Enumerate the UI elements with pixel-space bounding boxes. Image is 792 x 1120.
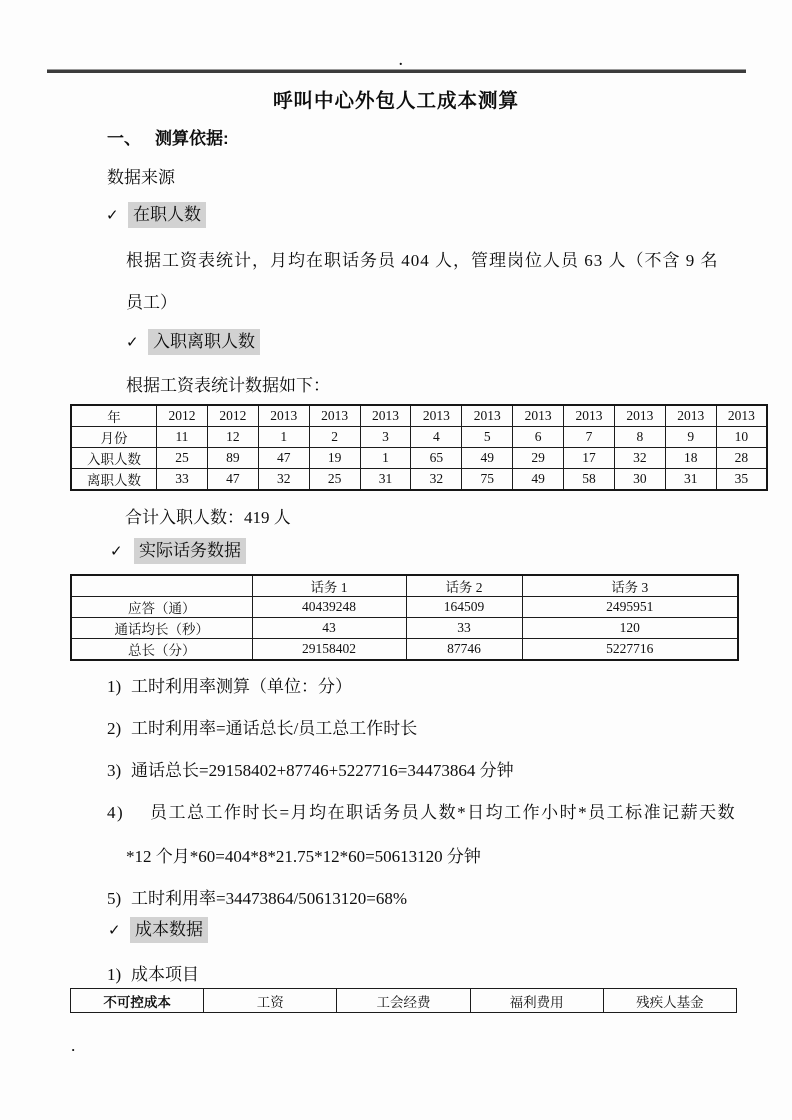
table-row bbox=[71, 618, 738, 639]
section-heading-text: 测算依据: bbox=[155, 129, 229, 148]
table-cell bbox=[71, 575, 252, 597]
bullet-label-traffic: 实际话务数据 bbox=[134, 538, 246, 564]
table-cell: 31 bbox=[360, 469, 411, 491]
onduty-paragraph-line1: 根据工资表统计，月均在职话务员 404 人，管理岗位人员 63 人（不含 9 名 bbox=[126, 251, 719, 270]
cost-category-table bbox=[70, 988, 737, 1013]
list-item-2 bbox=[107, 714, 417, 739]
table-cell: 58 bbox=[564, 469, 615, 491]
table-cell: 87746 bbox=[406, 639, 522, 661]
table-cell: 11 bbox=[157, 427, 208, 448]
table-cell: 5227716 bbox=[522, 639, 738, 661]
section-heading bbox=[107, 124, 229, 149]
table-cell: 2013 bbox=[309, 405, 360, 427]
table-cell: 17 bbox=[564, 448, 615, 469]
list-text: 员工总工作时长=月均在职话务员人数*日均工作小时*员工标准记薪天数 bbox=[150, 803, 737, 822]
bullet-label-cost: 成本数据 bbox=[130, 917, 208, 943]
table-cell: 65 bbox=[411, 448, 462, 469]
list-item-5 bbox=[107, 884, 407, 909]
checkmark-icon: ✓ bbox=[110, 542, 123, 560]
traffic-data-table bbox=[70, 574, 739, 661]
table-cell: 2013 bbox=[665, 405, 716, 427]
table-cell: 离职人数 bbox=[71, 469, 157, 491]
list-item-3 bbox=[107, 756, 514, 781]
table-cell: 18 bbox=[665, 448, 716, 469]
bullet-onduty bbox=[106, 200, 206, 225]
table-cell: 32 bbox=[411, 469, 462, 491]
table-cell: 福利费用 bbox=[470, 989, 603, 1013]
table-cell: 7 bbox=[564, 427, 615, 448]
table-cell: 应答（通） bbox=[71, 597, 252, 618]
list-text: 工时利用率=通话总长/员工总工作时长 bbox=[131, 719, 418, 738]
table-row bbox=[71, 405, 767, 427]
table-cell: 话务 3 bbox=[522, 575, 738, 597]
list-number: 2) bbox=[107, 719, 122, 738]
table-cell: 2 bbox=[309, 427, 360, 448]
table-cell: 总长（分） bbox=[71, 639, 252, 661]
table-cell: 29158402 bbox=[252, 639, 406, 661]
table-cell: 2012 bbox=[157, 405, 208, 427]
checkmark-icon: ✓ bbox=[108, 921, 121, 939]
table-cell: 28 bbox=[716, 448, 767, 469]
list-number: 1) bbox=[107, 677, 122, 696]
table-cell: 工资 bbox=[204, 989, 337, 1013]
table-cell: 32 bbox=[614, 448, 665, 469]
table-cell: 2013 bbox=[564, 405, 615, 427]
section-number: 一、 bbox=[107, 129, 141, 148]
table-cell: 工会经费 bbox=[337, 989, 470, 1013]
table-row bbox=[71, 597, 738, 618]
stray-dot-bottom: · bbox=[71, 1042, 76, 1057]
table-cell: 89 bbox=[207, 448, 258, 469]
list-item-4 bbox=[107, 798, 736, 823]
table-cell: 33 bbox=[157, 469, 208, 491]
hire-table-intro: 根据工资表统计数据如下： bbox=[126, 376, 330, 395]
table-cell: 12 bbox=[207, 427, 258, 448]
list-number: 1) bbox=[107, 965, 122, 984]
table-cell: 入职人数 bbox=[71, 448, 157, 469]
table-cell: 话务 2 bbox=[406, 575, 522, 597]
table-cell: 31 bbox=[665, 469, 716, 491]
list-text: 成本项目 bbox=[131, 965, 199, 984]
cost-item-line bbox=[107, 960, 199, 985]
table-cell: 35 bbox=[716, 469, 767, 491]
onduty-paragraph-line2: 员工） bbox=[126, 293, 177, 312]
table-cell: 47 bbox=[207, 469, 258, 491]
table-cell: 75 bbox=[462, 469, 513, 491]
checkmark-icon: ✓ bbox=[126, 333, 139, 351]
table-cell: 9 bbox=[665, 427, 716, 448]
table-row bbox=[71, 989, 737, 1013]
table-cell: 3 bbox=[360, 427, 411, 448]
table-row bbox=[71, 639, 738, 661]
bullet-label-inout: 入职离职人数 bbox=[148, 329, 260, 355]
table-cell: 月份 bbox=[71, 427, 157, 448]
table-cell: 30 bbox=[614, 469, 665, 491]
list-number: 3) bbox=[107, 761, 122, 780]
table-cell: 47 bbox=[258, 448, 309, 469]
list-text: 工时利用率测算（单位：分） bbox=[131, 677, 352, 696]
list-number: 4) bbox=[107, 803, 125, 822]
table-row bbox=[71, 427, 767, 448]
table-cell: 29 bbox=[513, 448, 564, 469]
table-cell: 1 bbox=[258, 427, 309, 448]
table-cell: 33 bbox=[406, 618, 522, 639]
table-cell: 2013 bbox=[258, 405, 309, 427]
table-cell: 话务 1 bbox=[252, 575, 406, 597]
header-rule bbox=[47, 69, 746, 73]
table-cell: 32 bbox=[258, 469, 309, 491]
bullet-inout bbox=[126, 327, 260, 352]
total-hired-line: 合计入职人数：419 人 bbox=[125, 508, 291, 527]
bullet-label-onduty: 在职人数 bbox=[128, 202, 206, 228]
table-cell: 6 bbox=[513, 427, 564, 448]
page-title: 呼叫中心外包人工成本测算 bbox=[272, 90, 519, 112]
table-cell: 2013 bbox=[411, 405, 462, 427]
table-cell: 25 bbox=[157, 448, 208, 469]
checkmark-icon: ✓ bbox=[106, 206, 119, 224]
table-cell: 2013 bbox=[360, 405, 411, 427]
table-cell: 120 bbox=[522, 618, 738, 639]
table-cell: 2013 bbox=[513, 405, 564, 427]
list-item-4-continuation: *12 个月*60=404*8*21.75*12*60=50613120 分钟 bbox=[126, 847, 481, 866]
table-cell: 通话均长（秒） bbox=[71, 618, 252, 639]
table-row bbox=[71, 448, 767, 469]
list-text: 通话总长=29158402+87746+5227716=34473864 分钟 bbox=[131, 761, 514, 780]
table-cell: 25 bbox=[309, 469, 360, 491]
table-cell: 2013 bbox=[716, 405, 767, 427]
table-cell: 2012 bbox=[207, 405, 258, 427]
table-cell: 8 bbox=[614, 427, 665, 448]
stray-dot-top: . bbox=[399, 54, 403, 69]
list-text: 工时利用率=34473864/50613120=68% bbox=[131, 889, 408, 908]
table-cell: 年 bbox=[71, 405, 157, 427]
table-cell: 4 bbox=[411, 427, 462, 448]
table-cell: 2013 bbox=[614, 405, 665, 427]
table-cell: 2013 bbox=[462, 405, 513, 427]
table-cell: 10 bbox=[716, 427, 767, 448]
table-cell: 49 bbox=[462, 448, 513, 469]
list-number: 5) bbox=[107, 889, 122, 908]
table-cell: 164509 bbox=[406, 597, 522, 618]
table-cell: 43 bbox=[252, 618, 406, 639]
table-cell: 40439248 bbox=[252, 597, 406, 618]
table-cell: 49 bbox=[513, 469, 564, 491]
list-item-1 bbox=[107, 672, 352, 697]
hire-leave-table bbox=[70, 404, 768, 491]
data-source-label: 数据来源 bbox=[107, 168, 175, 187]
bullet-cost bbox=[108, 915, 208, 940]
table-cell: 19 bbox=[309, 448, 360, 469]
bullet-traffic bbox=[110, 536, 246, 561]
table-cell: 残疾人基金 bbox=[603, 989, 736, 1013]
table-row bbox=[71, 575, 738, 597]
table-row bbox=[71, 469, 767, 491]
table-cell: 5 bbox=[462, 427, 513, 448]
table-cell: 不可控成本 bbox=[71, 989, 204, 1013]
table-cell: 2495951 bbox=[522, 597, 738, 618]
table-cell: 1 bbox=[360, 448, 411, 469]
